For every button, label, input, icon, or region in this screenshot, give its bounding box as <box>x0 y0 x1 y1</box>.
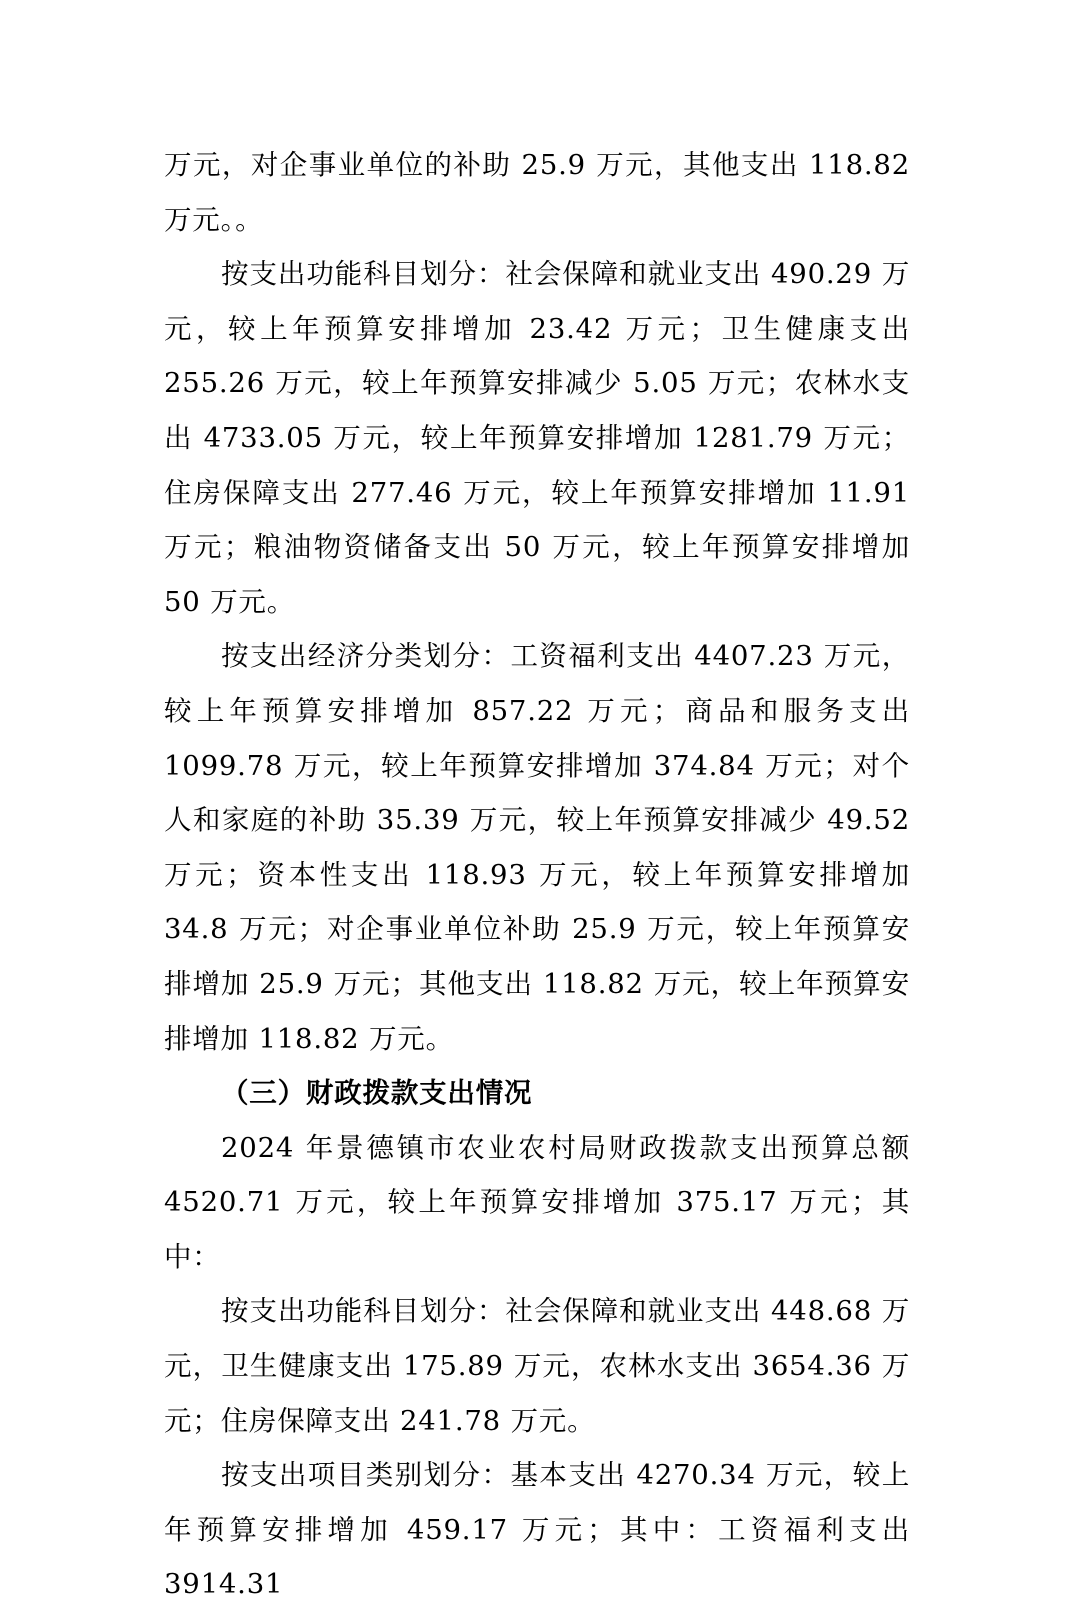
paragraph-project-category-classification: 按支出项目类别划分：基本支出 4270.34 万元，较上年预算安排增加 459.17 万元；其中：工资福利支出 3914.31 <box>164 1459 910 1601</box>
paragraph-expense-continuation: 万元，对企事业单位的补助 25.9 万元，其他支出 118.82 万元。。 <box>164 149 910 236</box>
paragraph-economic-classification: 按支出经济分类划分：工资福利支出 4407.23 万元，较上年预算安排增加 857.22 万元；商品和服务支出 1099.78 万元，较上年预算安排增加 374.84 万元；对个人和家庭的补助 35.39 万元，较上年预算安排减少 49.52 万元；资本性支出 118.93 万元，较上年预算安排增加 34.8 万元；对企事业单位补助 25.9 万元，较上年预算安排增加 25.9 万元；其他支出 118.82 万元，较上年预算安排增加 118.82 万元。 <box>164 640 910 1055</box>
document-body <box>164 138 910 1612</box>
paragraph-functional-classification: 按支出功能科目划分：社会保障和就业支出 490.29 万元，较上年预算安排增加 23.42 万元；卫生健康支出 255.26 万元，较上年预算安排减少 5.05 万元；农林水支出 4733.05 万元，较上年预算安排增加 1281.79 万元；住房保障支出 277.46 万元，较上年预算安排增加 11.91 万元；粮油物资储备支出 50 万元，较上年预算安排增加 50 万元。 <box>164 258 910 618</box>
paragraph-fiscal-functional-classification: 按支出功能科目划分：社会保障和就业支出 448.68 万元，卫生健康支出 175.89 万元，农林水支出 3654.36 万元；住房保障支出 241.78 万元。 <box>164 1295 910 1437</box>
paragraph-fiscal-appropriation-total: 2024 年景德镇市农业农村局财政拨款支出预算总额 4520.71 万元，较上年预算安排增加 375.17 万元；其中： <box>164 1131 910 1273</box>
section-heading: （三）财政拨款支出情况 <box>221 1077 533 1110</box>
